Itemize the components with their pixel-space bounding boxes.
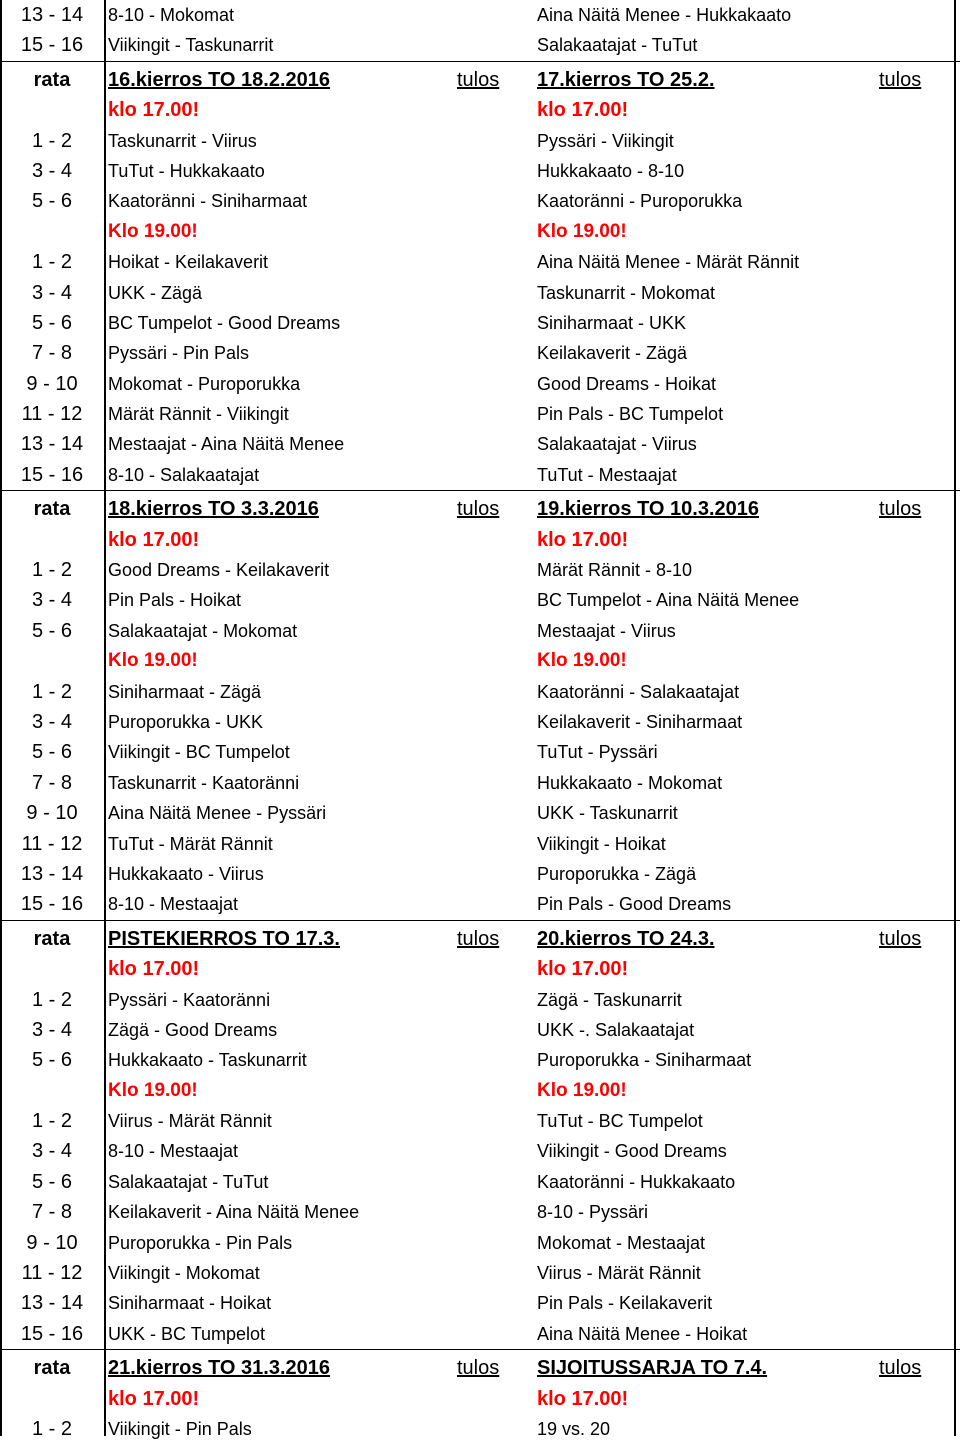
lane-number: 1 - 2	[31, 251, 73, 274]
right-match: TuTut - Pyssäri	[537, 742, 658, 763]
left-round-title: 18.kierros TO 3.3.2016	[108, 498, 319, 521]
lane-number: 13 - 14	[20, 4, 84, 26]
time-row	[0, 1076, 960, 1106]
left-match: Viikingit - Pin Pals	[108, 1418, 252, 1439]
match-row	[0, 1136, 960, 1166]
left-match: TuTut - Hukkakaato	[108, 160, 265, 181]
lane-number: 15 - 16	[20, 34, 84, 57]
left-match: Aina Näitä Menee - Pyssäri	[108, 803, 327, 824]
left-match: Zägä - Good Dreams	[108, 1019, 278, 1040]
match-row	[0, 126, 960, 156]
lane-number: 9 - 10	[26, 1231, 78, 1254]
match-row	[0, 737, 960, 767]
lane-number: 5 - 6	[31, 619, 73, 642]
right-match: Hukkakaato - Mokomat	[537, 772, 723, 793]
right-tulos-link[interactable]: tulos	[879, 498, 922, 521]
left-match: Taskunarrit - Viirus	[108, 130, 257, 151]
right-round-title: 17.kierros TO 25.2.	[537, 68, 715, 91]
match-row	[0, 829, 960, 859]
lane-number: 11 - 12	[21, 403, 83, 426]
left-match: Siniharmaat - Hoikat	[108, 1293, 272, 1314]
right-match: Aina Näitä Menee - Märät Rännit	[537, 252, 800, 273]
lane-number: 9 - 10	[26, 802, 78, 825]
left-match: TuTut - Märät Rännit	[108, 833, 273, 854]
left-match: Pin Pals - Hoikat	[108, 590, 242, 611]
time-row	[0, 525, 960, 555]
match-row	[0, 278, 960, 308]
right-round-title: SIJOITUSSARJA TO 7.4.	[537, 1357, 768, 1380]
left-match: Viikingit - Taskunarrit	[108, 35, 274, 56]
lane-number: 5 - 6	[31, 741, 73, 764]
left-tulos-link[interactable]: tulos	[457, 498, 500, 521]
right-border-line	[954, 0, 956, 1436]
lane-number: 13 - 14	[20, 433, 84, 456]
right-round-title: 19.kierros TO 10.3.2016	[537, 498, 760, 521]
right-match: Mestaajat - Viirus	[537, 620, 676, 641]
lane-number: 15 - 16	[20, 893, 84, 916]
left-match: BC Tumpelot - Good Dreams	[108, 312, 341, 333]
lane-number: 3 - 4	[31, 710, 73, 733]
right-match: Keilakaverit - Siniharmaat	[537, 711, 743, 732]
lane-number: 5 - 6	[31, 1170, 73, 1193]
match-row	[0, 1106, 960, 1136]
right-match: Salakaatajat - TuTut	[537, 35, 698, 56]
lane-number: 9 - 10	[26, 372, 78, 395]
lane-number: 5 - 6	[31, 311, 73, 334]
left-match: 8-10 - Mestaajat	[108, 894, 239, 915]
left-match: Pyssäri - Kaatoränni	[108, 989, 271, 1010]
match-row	[0, 1319, 960, 1349]
left-tulos-link[interactable]: tulos	[457, 927, 500, 950]
left-match: Pyssäri - Pin Pals	[108, 343, 250, 364]
lane-number: 1 - 2	[31, 559, 73, 582]
round-header	[0, 65, 960, 95]
match-row	[0, 1015, 960, 1045]
left-start-time: klo 17.00!	[108, 1387, 200, 1410]
right-start-time: klo 17.00!	[537, 99, 629, 122]
match-row	[0, 1167, 960, 1197]
left-match: Siniharmaat - Zägä	[108, 681, 262, 702]
round-header	[0, 924, 960, 954]
left-match: Salakaatajat - Mokomat	[108, 620, 298, 641]
left-match: Good Dreams - Keilakaverit	[108, 560, 330, 581]
match-row	[0, 1288, 960, 1318]
left-start-time: Klo 19.00!	[108, 220, 198, 242]
right-match: 19 vs. 20	[537, 1418, 611, 1439]
lane-number: 5 - 6	[31, 190, 73, 213]
right-match: Zägä - Taskunarrit	[537, 989, 682, 1010]
left-match: Viikingit - Mokomat	[108, 1263, 260, 1284]
left-match: Kaatoränni - Siniharmaat	[108, 191, 308, 212]
left-start-time: klo 17.00!	[108, 99, 200, 122]
right-round-title: 20.kierros TO 24.3.	[537, 927, 715, 950]
right-match: TuTut - Mestaajat	[537, 464, 677, 485]
match-row	[0, 247, 960, 277]
right-start-time: Klo 19.00!	[537, 650, 627, 672]
time-row	[0, 646, 960, 676]
lane-number: 1 - 2	[31, 129, 73, 152]
right-match: Mokomat - Mestaajat	[537, 1232, 706, 1253]
right-match: Puroporukka - Zägä	[537, 863, 697, 884]
right-start-time: klo 17.00!	[537, 958, 629, 981]
lane-number: 11 - 12	[21, 832, 83, 855]
right-tulos-link[interactable]: tulos	[879, 68, 922, 91]
right-match: Siniharmaat - UKK	[537, 312, 687, 333]
left-start-time: klo 17.00!	[108, 958, 200, 981]
right-match: Kaatoränni - Salakaatajat	[537, 681, 740, 702]
right-start-time: Klo 19.00!	[537, 220, 627, 242]
lane-number: 1 - 2	[31, 1110, 73, 1133]
match-row	[0, 859, 960, 889]
match-row	[0, 798, 960, 828]
right-match: Pin Pals - Good Dreams	[537, 894, 732, 915]
match-row	[0, 0, 960, 30]
lane-number: 1 - 2	[31, 680, 73, 703]
time-row	[0, 1384, 960, 1414]
lane-number: 1 - 2	[31, 988, 73, 1011]
left-match: Hukkakaato - Taskunarrit	[108, 1050, 307, 1071]
round-header	[0, 1353, 960, 1383]
lane-number: 3 - 4	[31, 589, 73, 612]
left-match: Taskunarrit - Kaatoränni	[108, 772, 300, 793]
match-row	[0, 1228, 960, 1258]
match-row	[0, 460, 960, 490]
right-match: Pin Pals - Keilakaverit	[537, 1293, 713, 1314]
match-row	[0, 1197, 960, 1227]
match-row	[0, 768, 960, 798]
rata-header: rata	[33, 1357, 71, 1380]
right-match: BC Tumpelot - Aina Näitä Menee	[537, 590, 800, 611]
right-start-time: Klo 19.00!	[537, 1079, 627, 1101]
match-row	[0, 707, 960, 737]
right-match: Salakaatajat - Viirus	[537, 434, 697, 455]
left-start-time: Klo 19.00!	[108, 650, 198, 672]
left-match: 8-10 - Mestaajat	[108, 1141, 239, 1162]
right-match: 8-10 - Pyssäri	[537, 1202, 649, 1223]
lane-number: 3 - 4	[31, 159, 73, 182]
match-row	[0, 1045, 960, 1075]
match-row	[0, 555, 960, 585]
left-match: Märät Rännit - Viikingit	[108, 404, 289, 425]
right-start-time: klo 17.00!	[537, 528, 629, 551]
lane-number: 7 - 8	[31, 771, 73, 794]
right-match: Viikingit - Hoikat	[537, 833, 666, 854]
right-match: Aina Näitä Menee - Hukkakaato	[537, 5, 792, 25]
right-match: Kaatoränni - Puroporukka	[537, 191, 743, 212]
left-match: 8-10 - Salakaatajat	[108, 464, 260, 485]
lane-number: 7 - 8	[31, 342, 73, 365]
right-match: Pyssäri - Viikingit	[537, 130, 674, 151]
lane-number: 1 - 2	[31, 1417, 73, 1440]
left-match: 8-10 - Mokomat	[108, 5, 235, 25]
left-round-title: 16.kierros TO 18.2.2016	[108, 68, 331, 91]
right-match: Puroporukka - Siniharmaat	[537, 1050, 752, 1071]
left-match: UKK - Zägä	[108, 282, 203, 303]
time-row	[0, 95, 960, 125]
round-header	[0, 494, 960, 524]
lane-number: 13 - 14	[20, 862, 84, 885]
right-match: Hukkakaato - 8-10	[537, 160, 685, 181]
left-match: Salakaatajat - TuTut	[108, 1171, 269, 1192]
left-match: Viikingit - BC Tumpelot	[108, 742, 290, 763]
match-row	[0, 369, 960, 399]
lane-number: 15 - 16	[20, 463, 84, 486]
match-row	[0, 308, 960, 338]
match-row	[0, 156, 960, 186]
right-match: Viirus - Märät Rännit	[537, 1263, 701, 1284]
match-row	[0, 186, 960, 216]
match-row	[0, 1258, 960, 1288]
right-match: Keilakaverit - Zägä	[537, 343, 688, 364]
left-start-time: klo 17.00!	[108, 528, 200, 551]
match-row	[0, 338, 960, 368]
left-match: Puroporukka - UKK	[108, 711, 264, 732]
match-row	[0, 429, 960, 459]
right-match: Viikingit - Good Dreams	[537, 1141, 727, 1162]
lane-number: 11 - 12	[21, 1262, 83, 1285]
left-tulos-link[interactable]: tulos	[457, 1357, 500, 1380]
right-match: Aina Näitä Menee - Hoikat	[537, 1323, 748, 1344]
lane-number: 13 - 14	[20, 1292, 84, 1315]
lane-number: 3 - 4	[31, 281, 73, 304]
left-match: Mokomat - Puroporukka	[108, 373, 301, 394]
lane-number: 15 - 16	[20, 1322, 84, 1345]
right-match: Taskunarrit - Mokomat	[537, 282, 716, 303]
match-row	[0, 30, 960, 60]
right-tulos-link[interactable]: tulos	[879, 1357, 922, 1380]
lane-number: 3 - 4	[31, 1018, 73, 1041]
match-row	[0, 677, 960, 707]
lane-number: 7 - 8	[31, 1201, 73, 1224]
time-row	[0, 217, 960, 247]
match-row	[0, 985, 960, 1015]
right-match: UKK - Taskunarrit	[537, 803, 678, 824]
right-match: Pin Pals - BC Tumpelot	[537, 404, 724, 425]
rata-header: rata	[33, 927, 71, 950]
right-match: Kaatoränni - Hukkakaato	[537, 1171, 736, 1192]
rata-header: rata	[33, 68, 71, 91]
left-match: Viirus - Märät Rännit	[108, 1111, 272, 1132]
right-match: Märät Rännit - 8-10	[537, 560, 693, 581]
match-row	[0, 399, 960, 429]
time-row	[0, 954, 960, 984]
left-match: Mestaajat - Aina Näitä Menee	[108, 434, 345, 455]
right-match: TuTut - BC Tumpelot	[537, 1111, 703, 1132]
left-tulos-link[interactable]: tulos	[457, 68, 500, 91]
left-match: Hoikat - Keilakaverit	[108, 252, 269, 273]
rata-column-line	[104, 0, 106, 1436]
right-tulos-link[interactable]: tulos	[879, 927, 922, 950]
match-row	[0, 889, 960, 919]
left-match: Hukkakaato - Viirus	[108, 863, 264, 884]
match-row	[0, 585, 960, 615]
left-round-title: PISTEKIERROS TO 17.3.	[108, 927, 340, 950]
left-match: Puroporukka - Pin Pals	[108, 1232, 293, 1253]
left-match: UKK - BC Tumpelot	[108, 1323, 266, 1344]
match-row	[0, 1414, 960, 1444]
left-match: Keilakaverit - Aina Näitä Menee	[108, 1202, 360, 1223]
match-row	[0, 616, 960, 646]
lane-number: 5 - 6	[31, 1049, 73, 1072]
right-match: Good Dreams - Hoikat	[537, 373, 717, 394]
right-match: UKK -. Salakaatajat	[537, 1019, 695, 1040]
lane-number: 3 - 4	[31, 1140, 73, 1163]
right-start-time: klo 17.00!	[537, 1387, 629, 1410]
left-round-title: 21.kierros TO 31.3.2016	[108, 1357, 331, 1380]
left-start-time: Klo 19.00!	[108, 1079, 198, 1101]
rata-header: rata	[33, 498, 71, 521]
left-border-line	[0, 0, 2, 1436]
